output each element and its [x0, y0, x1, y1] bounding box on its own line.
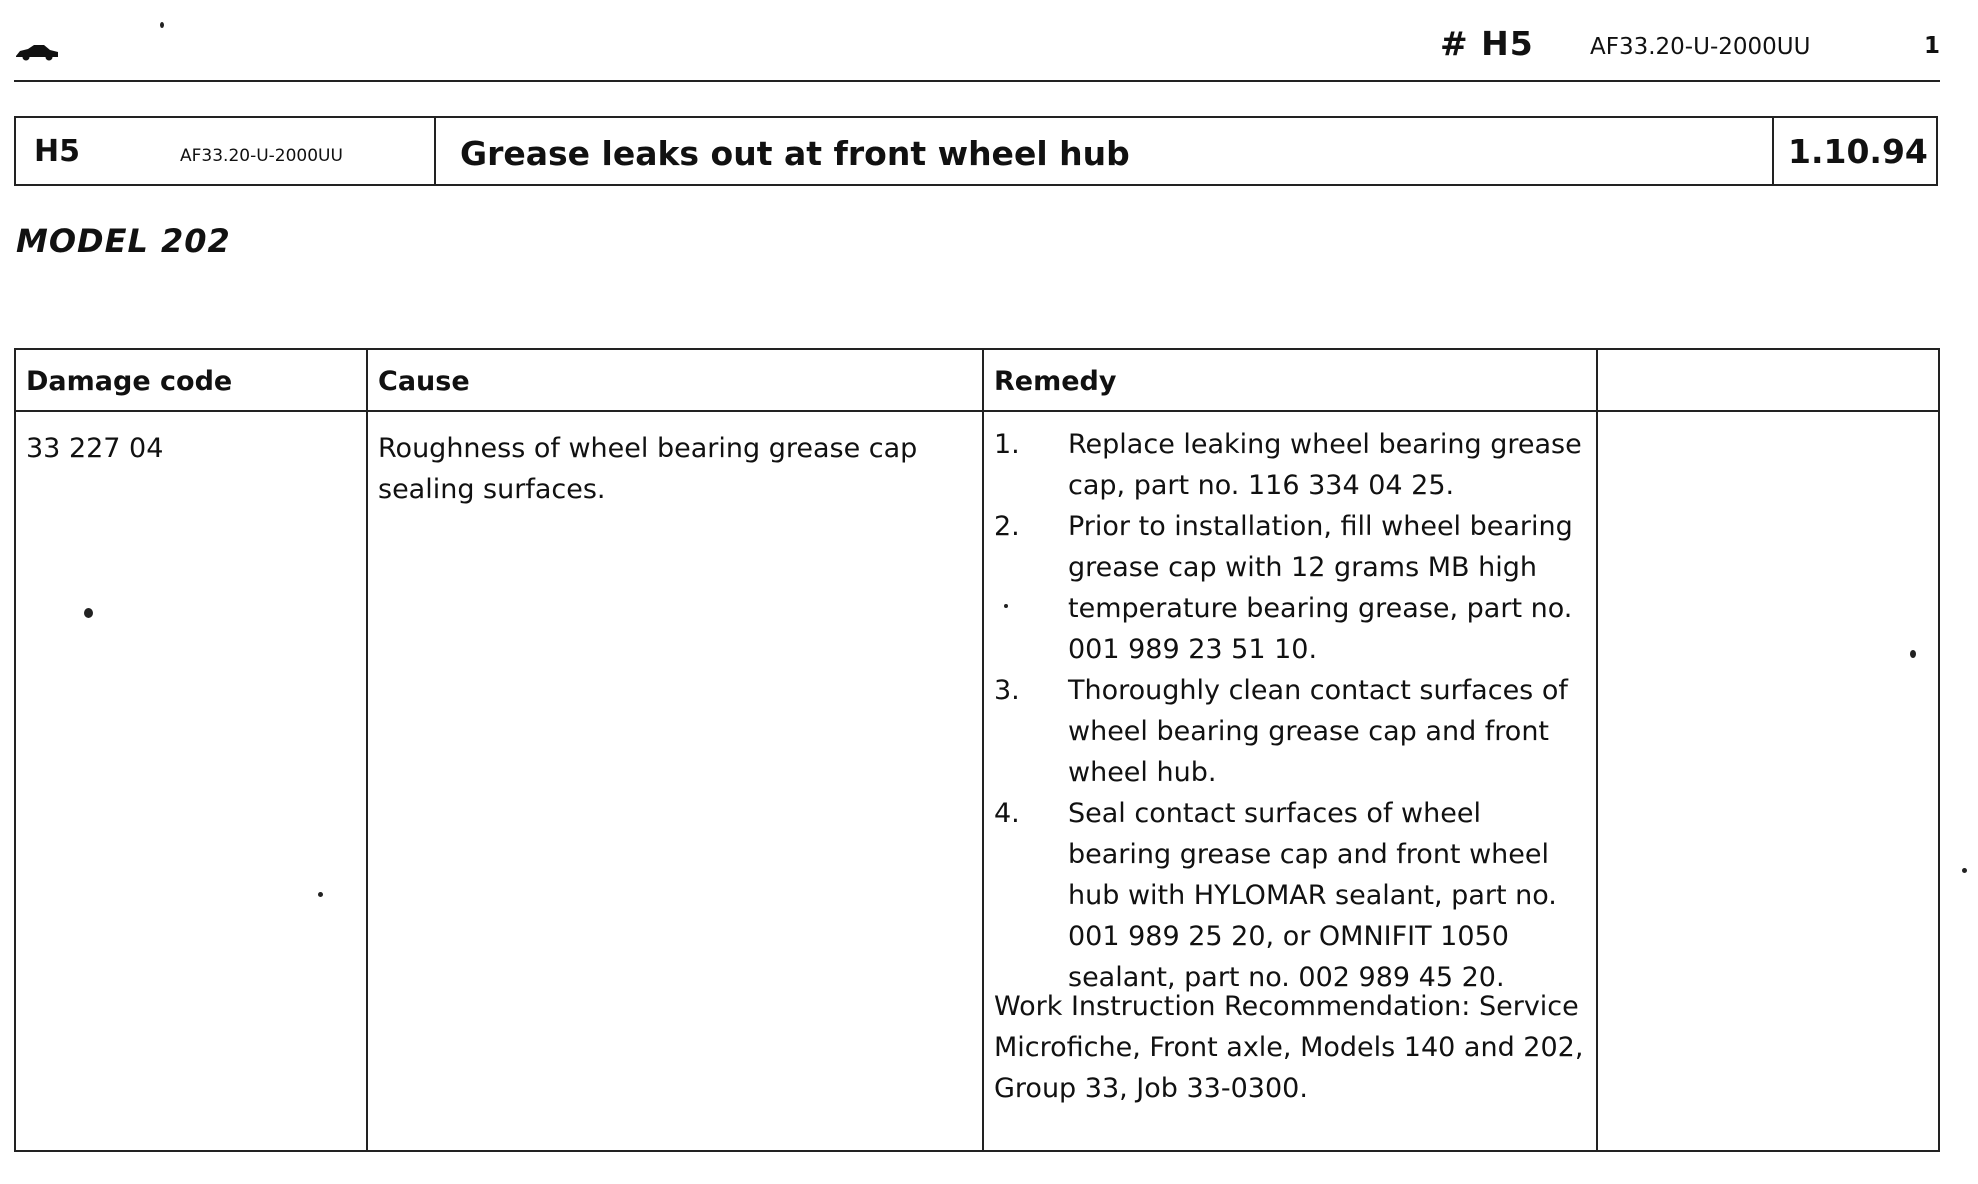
cause-value: Roughness of wheel bearing grease cap sealing surfaces. — [378, 433, 918, 505]
title-id-cell — [16, 118, 436, 184]
remedy-step-number: 1. — [994, 429, 1020, 460]
damage-code-column — [16, 350, 368, 1150]
scan-speck — [1910, 650, 1916, 658]
remedy-step — [994, 424, 1584, 506]
title-code: H5 — [34, 134, 80, 169]
damage-code-value: 33 227 04 — [26, 433, 164, 464]
scan-speck — [318, 892, 323, 897]
header-code: # H5 — [1440, 24, 1534, 63]
work-instruction-note: Work Instruction Recommendation: Service Microfiche, Front axle, Models 140 and 202, Group 33, Job 33-0300. — [994, 991, 1584, 1104]
remedy-step-number: 3. — [994, 675, 1020, 706]
blank-column — [1598, 350, 1938, 1150]
remedy-header: Remedy — [994, 366, 1117, 397]
issue-date: 1.10.94 — [1788, 132, 1928, 171]
remedy-step-text: Prior to installation, fill wheel bearing grease cap with 12 grams MB high temperature bearing grease, part no. 001 989 23 51 10. — [1068, 511, 1573, 665]
remedy-step — [994, 793, 1584, 998]
page-title: Grease leaks out at front wheel hub — [460, 134, 1130, 173]
remedy-steps — [994, 424, 1584, 998]
title-bar — [14, 116, 1938, 186]
title-doc-number: AF33.20-U-2000UU — [180, 146, 343, 166]
damage-table — [14, 348, 1940, 1152]
remedy-step-text: Replace leaking wheel bearing grease cap, part no. 116 334 04 25. — [1068, 429, 1582, 501]
remedy-step-number: 2. — [994, 511, 1020, 542]
remedy-step-text: Seal contact surfaces of wheel bearing grease cap and front wheel hub with HYLOMAR sealant, part no. 001 989 25 20, or OMNIFIT 1050 sealant, part no. 002 989 45 20. — [1068, 798, 1557, 993]
remedy-step-number: 4. — [994, 798, 1020, 829]
model-heading: MODEL 202 — [16, 222, 231, 260]
scan-speck — [84, 608, 93, 618]
scan-speck — [160, 22, 164, 28]
page-number: 1 — [1924, 33, 1941, 59]
cause-column — [368, 350, 984, 1150]
remedy-step-text: Thoroughly clean contact surfaces of wheel bearing grease cap and front wheel hub. — [1068, 675, 1568, 788]
title-date-cell — [1774, 118, 1936, 184]
car-icon — [14, 42, 60, 62]
remedy-step — [994, 506, 1584, 670]
remedy-step — [994, 670, 1584, 793]
header-divider — [14, 80, 1940, 82]
remedy-column — [984, 350, 1598, 1150]
cause-header: Cause — [378, 366, 470, 397]
header-doc-number: AF33.20-U-2000UU — [1590, 34, 1811, 60]
scan-speck — [1962, 868, 1967, 873]
title-text-cell — [436, 118, 1774, 184]
damage-code-header: Damage code — [26, 366, 233, 397]
scan-speck — [1004, 604, 1008, 608]
